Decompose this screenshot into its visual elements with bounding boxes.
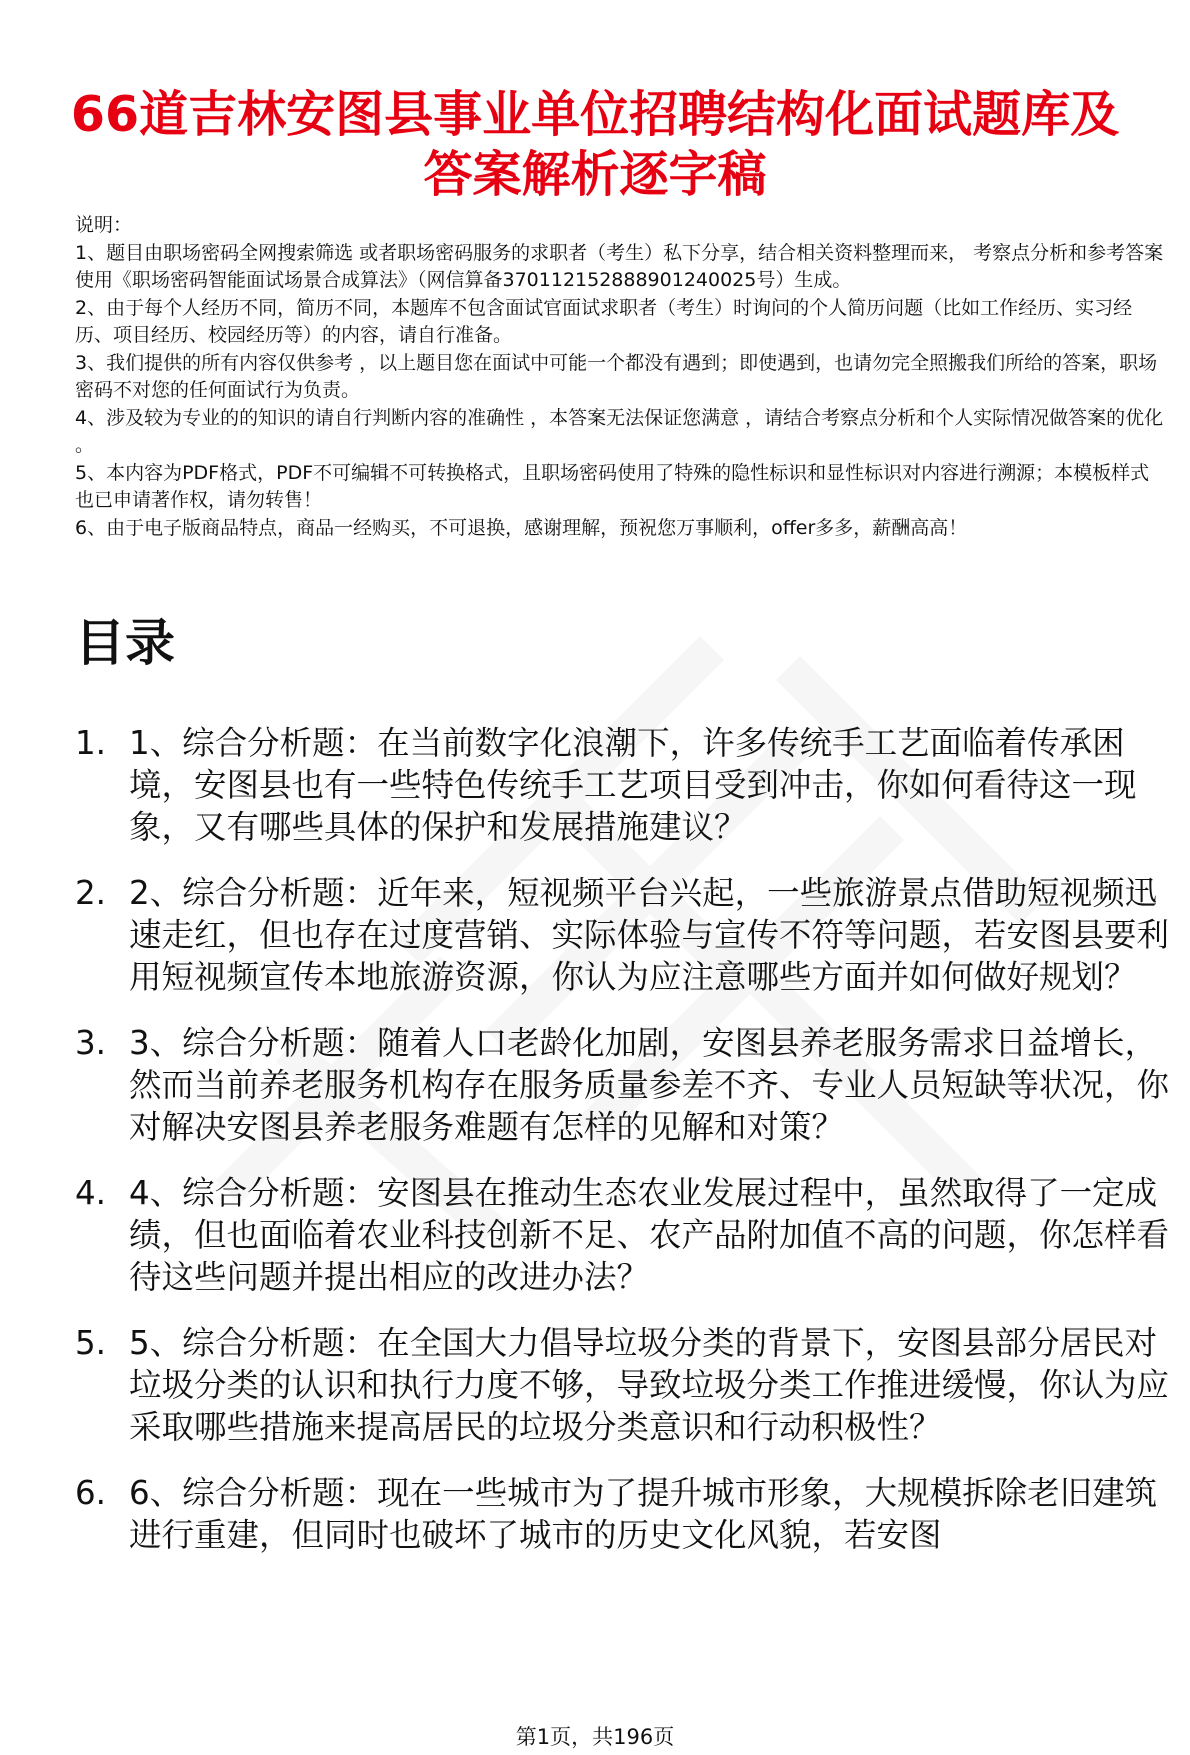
notes-heading: 说明：: [75, 214, 133, 236]
page-footer: 第1页，共196页: [515, 1725, 675, 1749]
note-item: 1、题目由职场密码全网搜索筛选 或者职场密码服务的求职者（考生）私下分享，结合相关资料整理而来， 考察点分析和参考答案使用《职场密码智能面试场景合成算法》（网信算备370112152888901240025号）生成。: [75, 241, 1164, 291]
note-item: 2、由于每个人经历不同，简历不同，本题库不包含面试官面试求职者（考生）时询问的个人简历问题（比如工作经历、实习经历、项目经历、校园经历等）的内容，请自行准备。: [75, 296, 1133, 346]
toc-item[interactable]: [75, 872, 1170, 998]
toc-item-text: 4、综合分析题：安图县在推动生态农业发展过程中，虽然取得了一定成绩，但也面临着农业科技创新不足、农产品附加值不高的问题，你怎样看待这些问题并提出相应的改进办法？: [129, 1174, 1170, 1296]
toc-list: [75, 722, 1170, 1580]
toc-item[interactable]: [75, 1022, 1170, 1148]
toc-item-text: 5、综合分析题：在全国大力倡导垃圾分类的背景下，安图县部分居民对垃圾分类的认识和执行力度不够，导致垃圾分类工作推进缓慢，你认为应采取哪些措施来提高居民的垃圾分类意识和行动积极性？: [129, 1324, 1170, 1446]
toc-item-text: 3、综合分析题：随着人口老龄化加剧，安图县养老服务需求日益增长，然而当前养老服务机构存在服务质量参差不齐、专业人员短缺等状况，你对解决安图县养老服务难题有怎样的见解和对策？: [129, 1024, 1170, 1146]
toc-item-number: 6.: [75, 1474, 107, 1512]
toc-item-text: 1、综合分析题：在当前数字化浪潮下，许多传统手工艺面临着传承困境，安图县也有一些特色传统手工艺项目受到冲击，你如何看待这一现象，又有哪些具体的保护和发展措施建议？: [129, 724, 1137, 846]
toc-item-number: 5.: [75, 1324, 107, 1362]
toc-item-number: 4.: [75, 1174, 107, 1212]
document-title: 66道吉林安图县事业单位招聘结构化面试题库及答案解析逐字稿: [70, 85, 1120, 203]
toc-item-text: 6、综合分析题：现在一些城市为了提升城市形象，大规模拆除老旧建筑进行重建，但同时也破坏了城市的历史文化风貌，若安图: [129, 1474, 1158, 1554]
toc-item-number: 1.: [75, 724, 107, 762]
toc-item[interactable]: [75, 722, 1170, 848]
toc-heading: 目录: [75, 614, 175, 672]
toc-item[interactable]: [75, 1172, 1170, 1298]
toc-item-number: 2.: [75, 874, 107, 912]
toc-item-text: 2、综合分析题：近年来，短视频平台兴起，一些旅游景点借助短视频迅速走红，但也存在过度营销、实际体验与宣传不符等问题，若安图县要利用短视频宣传本地旅游资源，你认为应注意哪些方面并如何做好规划？: [129, 874, 1170, 996]
notes-section: [75, 212, 1165, 542]
note-item: 3、我们提供的所有内容仅供参考 ，以上题目您在面试中可能一个都没有遇到；即使遇到，也请勿完全照搬我们所给的答案，职场密码不对您的任何面试行为负责。: [75, 351, 1158, 401]
toc-item-number: 3.: [75, 1024, 107, 1062]
toc-item[interactable]: [75, 1322, 1170, 1448]
note-item: 4、涉及较为专业的的知识的请自行判断内容的准确性 ，本答案无法保证您满意 ，请结合考察点分析和个人实际情况做答案的优化 。: [75, 406, 1164, 456]
note-item: 6、由于电子版商品特点，商品一经购买，不可退换，感谢理解，预祝您万事顺利，offer多多，薪酬高高！: [75, 516, 968, 539]
note-item: 5、本内容为PDF格式，PDF不可编辑不可转换格式，且职场密码使用了特殊的隐性标识和显性标识对内容进行溯源；本模板样式也已申请著作权，请勿转售！: [75, 461, 1150, 511]
toc-item[interactable]: [75, 1472, 1170, 1556]
